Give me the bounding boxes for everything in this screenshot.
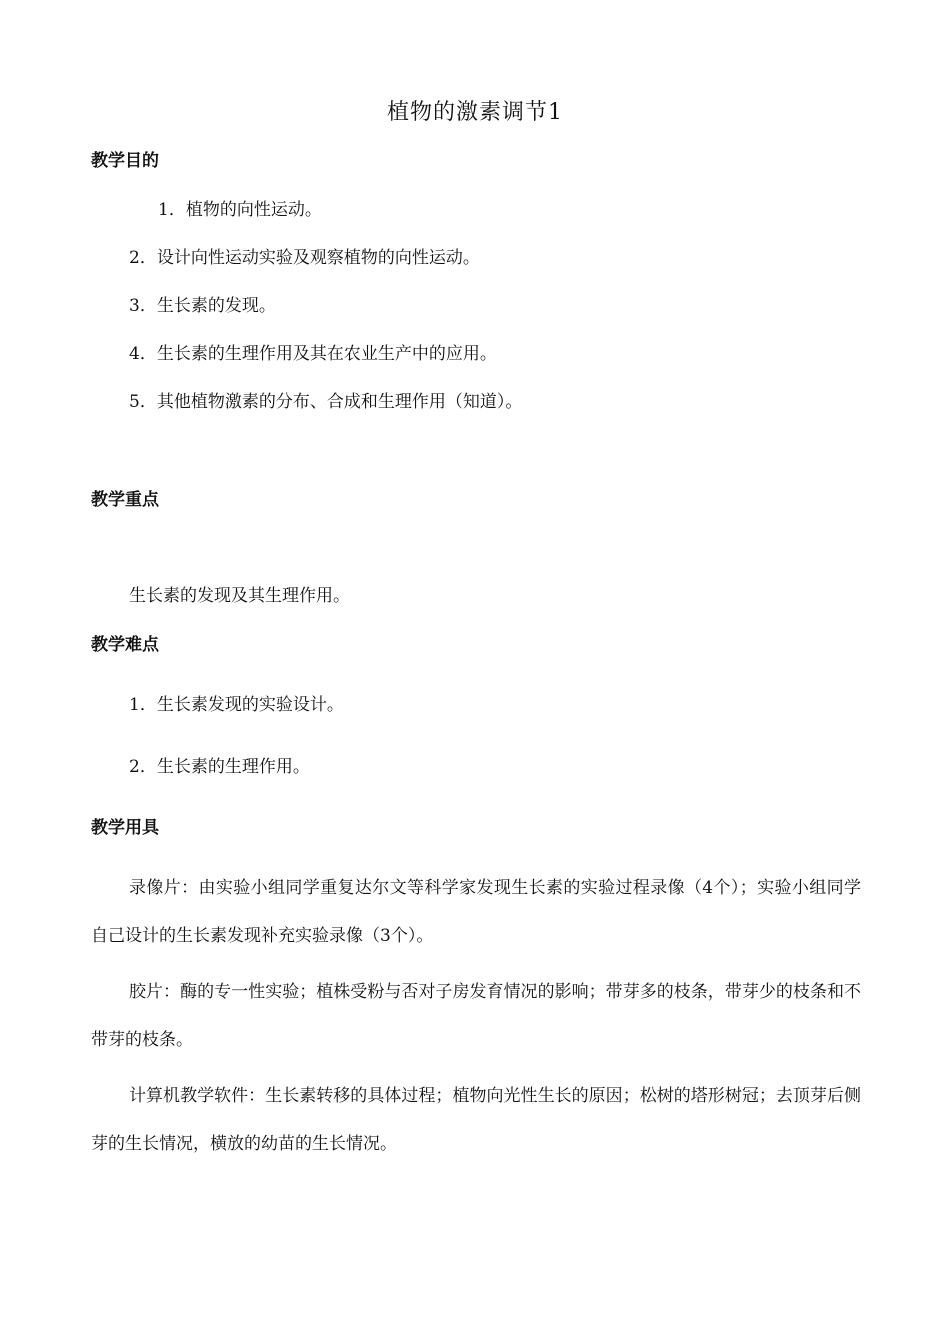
difficulty-item-2: 2．生长素的生理作用。 bbox=[129, 757, 310, 777]
objective-item-5: 5．其他植物激素的分布、合成和生理作用（知道）。 bbox=[129, 392, 523, 412]
tools-heading: 教学用具 bbox=[91, 818, 159, 838]
objective-item-2: 2．设计向性运动实验及观察植物的向性运动。 bbox=[129, 248, 480, 268]
objective-item-1: 1．植物的向性运动。 bbox=[158, 200, 322, 220]
objective-item-3: 3．生长素的发现。 bbox=[129, 296, 276, 316]
tools-paragraph-film: 胶片：酶的专一性实验；植株受粉与否对子房发育情况的影响；带芽多的枝条，带芽少的枝条和不带芽的枝条。 bbox=[91, 982, 861, 1050]
key-points-text: 生长素的发现及其生理作用。 bbox=[129, 586, 350, 606]
key-points-heading: 教学重点 bbox=[91, 490, 159, 510]
objective-item-4: 4．生长素的生理作用及其在农业生产中的应用。 bbox=[129, 344, 497, 364]
tools-paragraph-software: 计算机教学软件：生长素转移的具体过程；植物向光性生长的原因；松树的塔形树冠；去顶芽后侧芽的生长情况，横放的幼苗的生长情况。 bbox=[91, 1086, 861, 1154]
document-title: 植物的激素调节1 bbox=[387, 100, 563, 125]
difficulty-item-1: 1．生长素发现的实验设计。 bbox=[129, 695, 344, 715]
difficulties-heading: 教学难点 bbox=[91, 635, 159, 655]
objectives-heading: 教学目的 bbox=[91, 151, 159, 171]
tools-paragraph-video: 录像片：由实验小组同学重复达尔文等科学家发现生长素的实验过程录像（4个）；实验小组同学自己设计的生长素发现补充实验录像（3个）。 bbox=[91, 878, 861, 946]
